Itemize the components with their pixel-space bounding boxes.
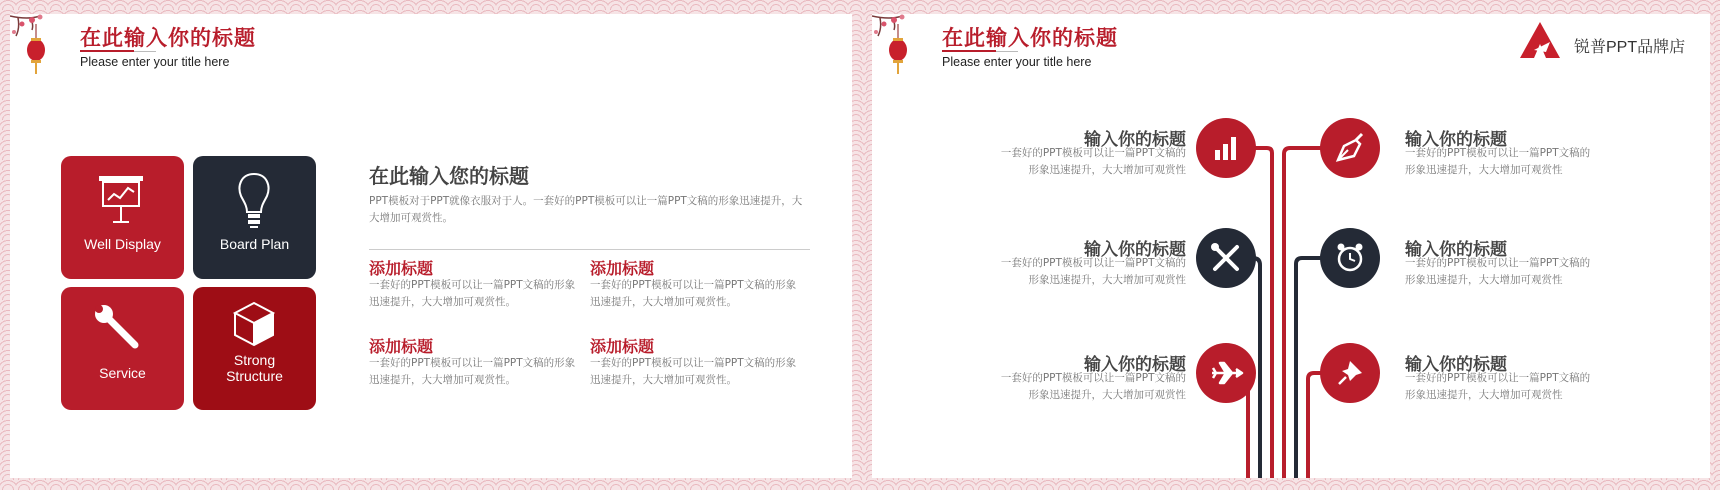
circle-bar-chart — [1196, 118, 1256, 178]
item-text-line2: 形象迅速提升，大大增加可观赏性 — [1405, 164, 1563, 176]
item-text-line2: 形象迅速提升，大大增加可观赏性 — [1028, 274, 1186, 286]
item-title: 输入你的标题 — [1405, 240, 1507, 260]
circle-tools — [1196, 228, 1256, 288]
block-text: 一套好的PPT模板可以让一篇PPT文稿的形象迅速提升，大大增加可观赏性。 — [590, 279, 797, 308]
block-title: 添加标题 — [590, 337, 655, 356]
page-subtitle: Please enter your title here — [942, 55, 1092, 69]
presentation-board-icon — [61, 156, 184, 279]
block-title: 添加标题 — [369, 259, 434, 278]
alarm-clock-icon — [1320, 228, 1380, 288]
bar-chart-icon — [1196, 118, 1256, 178]
item-title: 输入你的标题 — [1405, 355, 1507, 375]
item-text-line2: 形象迅速提升，大大增加可观赏性 — [1405, 389, 1563, 401]
tile-label-line2: Structure — [226, 368, 283, 384]
divider — [369, 249, 810, 250]
block-text: 一套好的PPT模板可以让一篇PPT文稿的形象迅速提升，大大增加可观赏性。 — [590, 357, 797, 386]
block-title: 添加标题 — [369, 337, 434, 356]
block-text: 一套好的PPT模板可以让一篇PPT文稿的形象迅速提升，大大增加可观赏性。 — [369, 279, 576, 308]
cube-icon — [193, 287, 316, 410]
item-title: 输入你的标题 — [1405, 130, 1507, 150]
page-title: 在此输入你的标题 — [80, 26, 256, 50]
pushpin-icon — [1320, 343, 1380, 403]
pen-nib-icon — [1320, 118, 1380, 178]
page-title: 在此输入你的标题 — [942, 26, 1118, 50]
circle-pushpin — [1320, 343, 1380, 403]
tile-label: Board Plan — [219, 236, 290, 252]
tile-label-line1: Strong — [233, 352, 276, 368]
tile-well-display[interactable] — [61, 156, 184, 279]
tile-label: Well Display — [84, 236, 161, 252]
item-text-line1: 一套好的PPT模板可以让一篇PPT文稿的 — [1000, 257, 1186, 269]
tile-board-plan[interactable] — [193, 156, 316, 279]
tile-label: Service — [99, 365, 146, 381]
item-text-line2: 形象迅速提升，大大增加可观赏性 — [1405, 274, 1563, 286]
item-title: 输入你的标题 — [1084, 130, 1186, 150]
tools-icon — [1196, 228, 1256, 288]
item-text-line1: 一套好的PPT模板可以让一篇PPT文稿的 — [1405, 147, 1591, 159]
section-heading: 在此输入您的标题 — [369, 164, 529, 188]
item-text-line1: 一套好的PPT模板可以让一篇PPT文稿的 — [1000, 147, 1186, 159]
airplane-icon — [1196, 343, 1256, 403]
item-text-line2: 形象迅速提升，大大增加可观赏性 — [1028, 164, 1186, 176]
slide-1 — [10, 14, 852, 478]
item-text-line1: 一套好的PPT模板可以让一篇PPT文稿的 — [1000, 372, 1186, 384]
lantern-decoration-icon — [10, 14, 88, 84]
section-paragraph: PPT模板对于PPT就像衣服对于人。一套好的PPT模板可以让一篇PPT文稿的形象迅速提升，大大增加可观赏性。 — [369, 195, 803, 224]
circle-airplane — [1196, 343, 1256, 403]
lightbulb-icon — [193, 156, 316, 279]
page-subtitle: Please enter your title here — [80, 55, 230, 69]
circle-alarm-clock — [1320, 228, 1380, 288]
circle-pen-nib — [1320, 118, 1380, 178]
item-title: 输入你的标题 — [1084, 355, 1186, 375]
item-text-line2: 形象迅速提升，大大增加可观赏性 — [1028, 389, 1186, 401]
item-title: 输入你的标题 — [1084, 240, 1186, 260]
block-text: 一套好的PPT模板可以让一篇PPT文稿的形象迅速提升，大大增加可观赏性。 — [369, 357, 576, 386]
wrench-icon — [61, 287, 184, 410]
title-underline-gray — [134, 51, 156, 52]
slide-2 — [872, 14, 1710, 478]
title-underline — [80, 50, 134, 52]
brand-name: 锐普PPT品牌店 — [1574, 39, 1686, 56]
block-title: 添加标题 — [590, 259, 655, 278]
item-text-line1: 一套好的PPT模板可以让一篇PPT文稿的 — [1405, 372, 1591, 384]
tile-service[interactable] — [61, 287, 184, 410]
tile-strong-structure[interactable] — [193, 287, 316, 410]
item-text-line1: 一套好的PPT模板可以让一篇PPT文稿的 — [1405, 257, 1591, 269]
